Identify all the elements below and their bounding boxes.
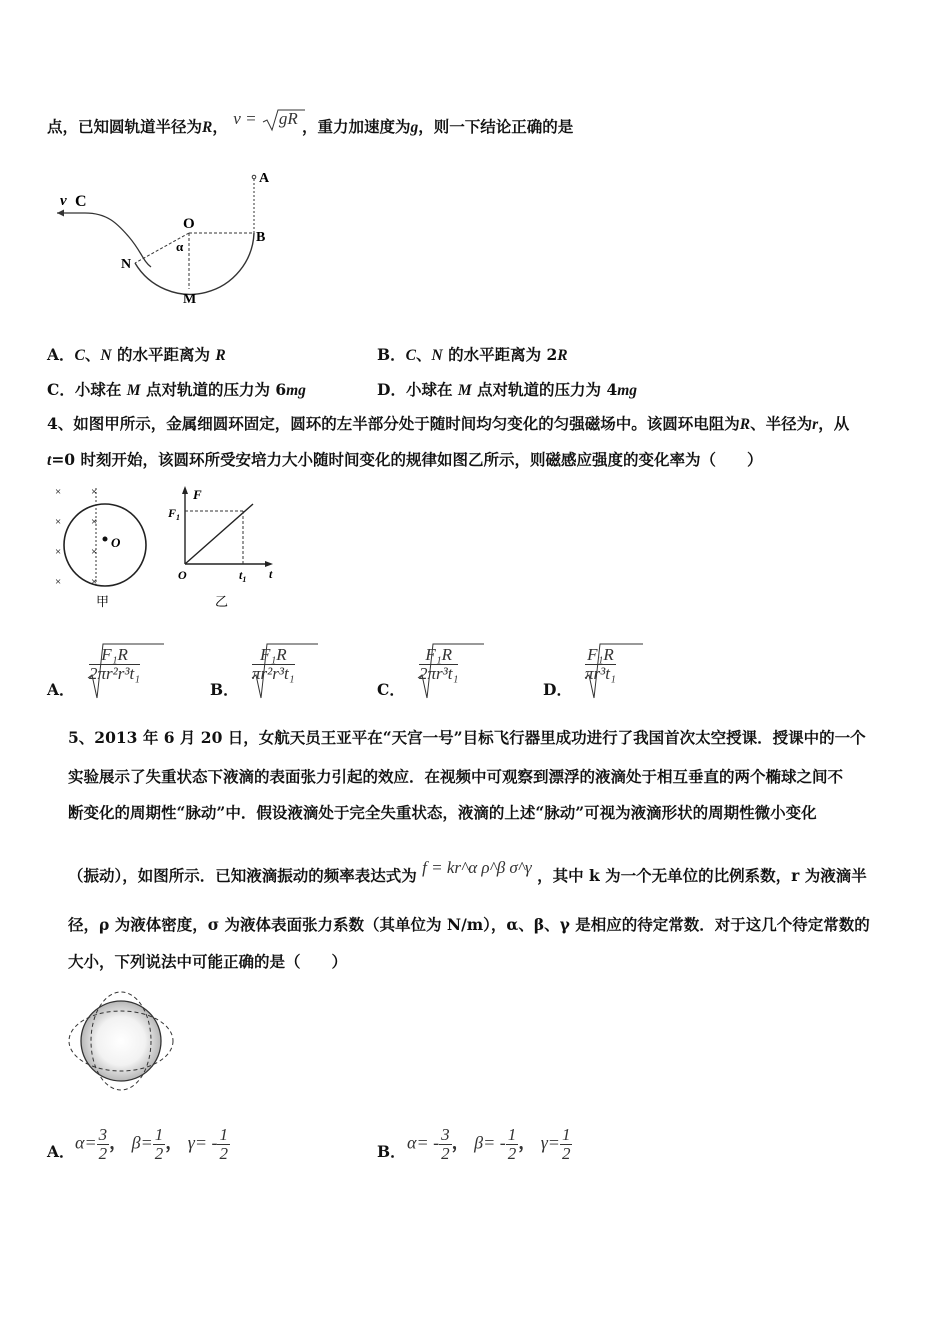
q4-figure-jia: [50, 482, 160, 612]
caption-yi: 乙: [215, 594, 229, 609]
label-t-axis: t: [269, 567, 273, 581]
q3-intro: 点，已知圆轨道半径为R， v = gR ，重力加速度为g，则一下结论正确的是: [47, 108, 574, 136]
q5-option-b[interactable]: B． α= - $\frac{3}{2}$ ， β= - $\frac{1}{2}$ ， γ= $\frac{1}{2}$: [377, 1125, 571, 1163]
label-f1: $F_1$: [168, 506, 181, 522]
v-formula: v = gR: [233, 109, 302, 128]
cross-mark: ×: [55, 516, 62, 528]
label-origin: O: [178, 568, 187, 582]
q3-option-c[interactable]: C．小球在 M 点对轨道的压力为 6mg: [47, 380, 306, 399]
q5-line2: 实验展示了失重状态下液滴的表面张力引起的效应．在视频中可观察到漂浮的液滴处于相互垂直的两个椭球之间不: [68, 767, 844, 786]
cross-mark: ×: [91, 486, 98, 498]
cross-mark: ×: [91, 516, 98, 528]
q5-droplet-figure: [64, 990, 184, 1094]
q3-option-d[interactable]: D．小球在 M 点对轨道的压力为 4mg: [377, 380, 638, 399]
caption-jia: 甲: [96, 594, 110, 609]
label-o: O: [183, 216, 195, 232]
q4-line1: 4、如图甲所示，金属细圆环固定，圆环的左半部分处于随时间均匀变化的匀强磁场中。该圆环电阻为R、半径为r，从: [47, 414, 850, 433]
q3-track-figure: [55, 165, 285, 310]
label-m: M: [183, 292, 197, 307]
label-a: A: [259, 171, 270, 186]
label-f-axis: F: [193, 487, 202, 502]
q5-line5: 径，ρ 为液体密度，σ 为液体表面张力系数（其单位为 N/m），α、β、γ 是相应的待定常数．对于这几个待定常数的: [68, 915, 870, 934]
q5-line3: 断变化的周期性“脉动”中．假设液滴处于完全失重状态，液滴的上述“脉动”可视为液滴形状的周期性微小变化: [68, 803, 817, 822]
label-n: N: [121, 257, 132, 272]
label-b: B: [256, 230, 266, 245]
q4-option-a[interactable]: A． $\frac{\text{F₁R}}{\text{2πr²r³t₁}}$: [47, 642, 164, 702]
cross-mark: ×: [55, 546, 62, 558]
cross-mark: ×: [55, 486, 62, 498]
q3-option-a[interactable]: A．C、N 的水平距离为 R: [47, 345, 226, 364]
label-alpha: α: [176, 239, 184, 254]
cross-mark: ×: [55, 576, 62, 588]
q4-line2: t=0 时刻开始，该圆环所受安培力大小随时间变化的规律如图乙所示，则磁感应强度的变化率为（ ）: [47, 450, 763, 469]
q4-option-d[interactable]: D． $\frac{\text{F₁R}}{\text{πr³t₁}}$: [543, 642, 643, 702]
label-v: v: [60, 193, 67, 209]
q5-line4: （振动），如图所示．已知液滴振动的频率表达式为 f = kr^α ρ^β σ^γ ，其中 k 为一个无单位的比例系数，r 为液滴半: [68, 858, 867, 885]
q5-line1: 5、2013 年 6 月 20 日，女航天员王亚平在“天宫一号”目标飞行器里成功进行了我国首次太空授课．授课中的一个: [68, 728, 866, 747]
q3-option-b[interactable]: B．C、N 的水平距离为 2R: [377, 345, 568, 364]
frequency-formula: f = kr^α ρ^β σ^γ: [422, 858, 532, 877]
cross-mark: ×: [91, 576, 98, 588]
q5-option-a[interactable]: A． α= $\frac{3}{2}$ ， β= $\frac{1}{2}$ ， γ= - $\frac{1}{2}$: [47, 1125, 228, 1163]
cross-mark: ×: [91, 546, 98, 558]
q4-option-c[interactable]: C． $\frac{\text{F₁R}}{\text{2πr³t₁}}$: [377, 642, 484, 702]
label-o-jia: O: [111, 535, 121, 550]
q5-line6: 大小，下列说法中可能正确的是（ ）: [68, 952, 348, 971]
label-c: C: [75, 193, 87, 210]
label-t1: $t_1$: [239, 568, 247, 584]
q4-figure-yi: [165, 482, 285, 612]
q4-option-b[interactable]: B． $\frac{\text{F₁R}}{\text{πr²r³t₁}}$: [210, 642, 318, 702]
